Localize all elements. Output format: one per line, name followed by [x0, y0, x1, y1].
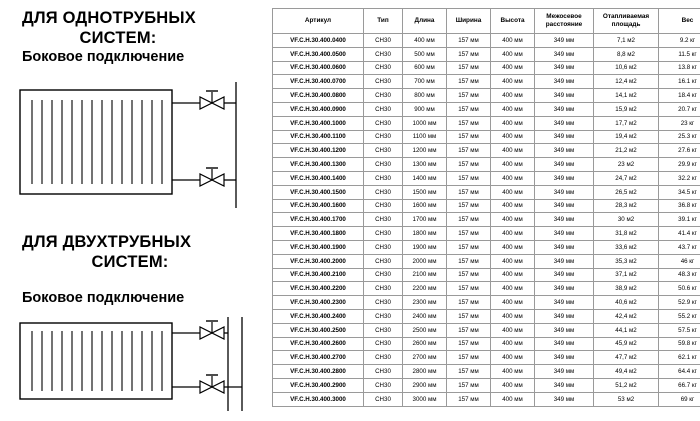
cell-type: CH30 [364, 365, 403, 379]
cell-article: VF.C.H.30.400.2500 [273, 323, 364, 337]
cell-heated-area: 19,4 м2 [594, 130, 659, 144]
cell-height: 400 мм [491, 365, 535, 379]
table-row [273, 34, 700, 48]
cell-heated-area: 21,2 м2 [594, 144, 659, 158]
cell-length: 1000 мм [403, 116, 447, 130]
cell-weight: 66.7 кг [659, 378, 700, 392]
cell-width: 157 мм [447, 130, 491, 144]
cell-height: 400 мм [491, 102, 535, 116]
table-row [273, 323, 700, 337]
cell-type: CH30 [364, 47, 403, 61]
cell-heated-area: 45,9 м2 [594, 337, 659, 351]
cell-type: CH30 [364, 75, 403, 89]
cell-axis-distance: 349 мм [535, 199, 594, 213]
column-header-length: Длина [403, 9, 447, 34]
cell-width: 157 мм [447, 144, 491, 158]
cell-length: 1600 мм [403, 199, 447, 213]
cell-length: 900 мм [403, 102, 447, 116]
table-header-row [273, 9, 700, 34]
cell-length: 3000 мм [403, 392, 447, 406]
radiator-diagram-single-pipe [14, 78, 254, 218]
cell-weight: 41.4 кг [659, 227, 700, 241]
cell-height: 400 мм [491, 34, 535, 48]
cell-weight: 27.6 кг [659, 144, 700, 158]
cell-axis-distance: 349 мм [535, 171, 594, 185]
cell-heated-area: 37,1 м2 [594, 268, 659, 282]
cell-length: 2800 мм [403, 365, 447, 379]
cell-type: CH30 [364, 268, 403, 282]
cell-width: 157 мм [447, 309, 491, 323]
heading-double-pipe-line1: ДЛЯ ДВУХТРУБНЫХ [22, 233, 192, 251]
cell-length: 2900 мм [403, 378, 447, 392]
cell-weight: 48.3 кг [659, 268, 700, 282]
cell-heated-area: 31,8 м2 [594, 227, 659, 241]
cell-weight: 11.5 кг [659, 47, 700, 61]
column-header-width: Ширина [447, 9, 491, 34]
cell-axis-distance: 349 мм [535, 89, 594, 103]
cell-heated-area: 7,1 м2 [594, 34, 659, 48]
cell-weight: 46 кг [659, 254, 700, 268]
cell-length: 1800 мм [403, 227, 447, 241]
cell-weight: 64.4 кг [659, 365, 700, 379]
table-row [273, 227, 700, 241]
cell-heated-area: 26,5 м2 [594, 185, 659, 199]
cell-type: CH30 [364, 392, 403, 406]
cell-height: 400 мм [491, 296, 535, 310]
cell-axis-distance: 349 мм [535, 323, 594, 337]
cell-article: VF.C.H.30.400.0800 [273, 89, 364, 103]
cell-article: VF.C.H.30.400.1900 [273, 240, 364, 254]
table-row [273, 254, 700, 268]
cell-width: 157 мм [447, 351, 491, 365]
cell-height: 400 мм [491, 158, 535, 172]
subheading-side-connection-1: Боковое подключение [22, 49, 185, 65]
cell-weight: 25.3 кг [659, 130, 700, 144]
cell-type: CH30 [364, 130, 403, 144]
cell-axis-distance: 349 мм [535, 268, 594, 282]
cell-type: CH30 [364, 240, 403, 254]
cell-height: 400 мм [491, 254, 535, 268]
cell-type: CH30 [364, 199, 403, 213]
cell-article: VF.C.H.30.400.1300 [273, 158, 364, 172]
cell-type: CH30 [364, 351, 403, 365]
cell-heated-area: 12,4 м2 [594, 75, 659, 89]
cell-height: 400 мм [491, 47, 535, 61]
cell-weight: 57.5 кг [659, 323, 700, 337]
cell-height: 400 мм [491, 392, 535, 406]
column-header-weight: Вес [659, 9, 700, 34]
cell-length: 400 мм [403, 34, 447, 48]
cell-length: 2100 мм [403, 268, 447, 282]
cell-weight: 69 кг [659, 392, 700, 406]
table-row [273, 199, 700, 213]
subheading-side-connection-2: Боковое подключение [22, 290, 185, 306]
cell-type: CH30 [364, 309, 403, 323]
cell-article: VF.C.H.30.400.2300 [273, 296, 364, 310]
cell-axis-distance: 349 мм [535, 116, 594, 130]
cell-weight: 20.7 кг [659, 102, 700, 116]
cell-width: 157 мм [447, 254, 491, 268]
cell-type: CH30 [364, 144, 403, 158]
table-row [273, 268, 700, 282]
cell-height: 400 мм [491, 351, 535, 365]
cell-height: 400 мм [491, 323, 535, 337]
cell-heated-area: 24,7 м2 [594, 171, 659, 185]
cell-heated-area: 49,4 м2 [594, 365, 659, 379]
cell-axis-distance: 349 мм [535, 102, 594, 116]
cell-axis-distance: 349 мм [535, 144, 594, 158]
table-row [273, 89, 700, 103]
cell-heated-area: 35,3 м2 [594, 254, 659, 268]
cell-article: VF.C.H.30.400.1800 [273, 227, 364, 241]
cell-height: 400 мм [491, 282, 535, 296]
cell-article: VF.C.H.30.400.0400 [273, 34, 364, 48]
cell-height: 400 мм [491, 268, 535, 282]
cell-height: 400 мм [491, 75, 535, 89]
cell-weight: 13.8 кг [659, 61, 700, 75]
cell-height: 400 мм [491, 213, 535, 227]
cell-length: 2400 мм [403, 309, 447, 323]
cell-weight: 16.1 кг [659, 75, 700, 89]
cell-length: 2200 мм [403, 282, 447, 296]
left-column [0, 0, 268, 421]
cell-width: 157 мм [447, 282, 491, 296]
cell-length: 2700 мм [403, 351, 447, 365]
cell-width: 157 мм [447, 158, 491, 172]
cell-heated-area: 53 м2 [594, 392, 659, 406]
cell-length: 600 мм [403, 61, 447, 75]
table-row [273, 337, 700, 351]
cell-article: VF.C.H.30.400.1700 [273, 213, 364, 227]
cell-height: 400 мм [491, 309, 535, 323]
heading-single-pipe-line1: ДЛЯ ОДНОТРУБНЫХ [22, 9, 196, 27]
cell-heated-area: 10,6 м2 [594, 61, 659, 75]
cell-weight: 52.9 кг [659, 296, 700, 310]
cell-axis-distance: 349 мм [535, 213, 594, 227]
cell-width: 157 мм [447, 392, 491, 406]
cell-heated-area: 17,7 м2 [594, 116, 659, 130]
cell-width: 157 мм [447, 89, 491, 103]
cell-heated-area: 8,8 м2 [594, 47, 659, 61]
cell-article: VF.C.H.30.400.1500 [273, 185, 364, 199]
cell-article: VF.C.H.30.400.1100 [273, 130, 364, 144]
table-row [273, 158, 700, 172]
cell-length: 1500 мм [403, 185, 447, 199]
cell-width: 157 мм [447, 213, 491, 227]
cell-width: 157 мм [447, 365, 491, 379]
column-header-heated-area: Отапливаемая площадь [594, 9, 659, 34]
cell-type: CH30 [364, 213, 403, 227]
cell-width: 157 мм [447, 116, 491, 130]
cell-weight: 59.8 кг [659, 337, 700, 351]
cell-width: 157 мм [447, 34, 491, 48]
cell-length: 2300 мм [403, 296, 447, 310]
table-row [273, 392, 700, 406]
cell-length: 1700 мм [403, 213, 447, 227]
cell-weight: 39.1 кг [659, 213, 700, 227]
cell-weight: 43.7 кг [659, 240, 700, 254]
table-header [273, 9, 700, 34]
cell-axis-distance: 349 мм [535, 75, 594, 89]
cell-type: CH30 [364, 171, 403, 185]
cell-type: CH30 [364, 158, 403, 172]
cell-weight: 50.6 кг [659, 282, 700, 296]
cell-length: 1300 мм [403, 158, 447, 172]
cell-length: 2000 мм [403, 254, 447, 268]
cell-article: VF.C.H.30.400.0500 [273, 47, 364, 61]
table-body [273, 34, 700, 407]
cell-height: 400 мм [491, 337, 535, 351]
cell-axis-distance: 349 мм [535, 254, 594, 268]
cell-article: VF.C.H.30.400.1000 [273, 116, 364, 130]
cell-weight: 32.2 кг [659, 171, 700, 185]
table-row [273, 130, 700, 144]
heading-single-pipe-line2: СИСТЕМ: [79, 29, 157, 47]
table-row [273, 75, 700, 89]
table-row [273, 351, 700, 365]
heading-double-pipe [22, 232, 258, 272]
cell-width: 157 мм [447, 61, 491, 75]
cell-weight: 18.4 кг [659, 89, 700, 103]
table-row [273, 102, 700, 116]
cell-axis-distance: 349 мм [535, 351, 594, 365]
cell-type: CH30 [364, 337, 403, 351]
cell-article: VF.C.H.30.400.1400 [273, 171, 364, 185]
cell-length: 1900 мм [403, 240, 447, 254]
cell-article: VF.C.H.30.400.3000 [273, 392, 364, 406]
cell-width: 157 мм [447, 323, 491, 337]
table-row [273, 213, 700, 227]
specification-table-wrapper [272, 8, 697, 407]
table-row [273, 240, 700, 254]
cell-axis-distance: 349 мм [535, 296, 594, 310]
cell-height: 400 мм [491, 171, 535, 185]
cell-width: 157 мм [447, 268, 491, 282]
cell-article: VF.C.H.30.400.2900 [273, 378, 364, 392]
cell-type: CH30 [364, 61, 403, 75]
cell-heated-area: 30 м2 [594, 213, 659, 227]
table-row [273, 378, 700, 392]
cell-article: VF.C.H.30.400.2100 [273, 268, 364, 282]
cell-heated-area: 51,2 м2 [594, 378, 659, 392]
cell-width: 157 мм [447, 47, 491, 61]
cell-axis-distance: 349 мм [535, 158, 594, 172]
cell-width: 157 мм [447, 199, 491, 213]
cell-axis-distance: 349 мм [535, 130, 594, 144]
cell-heated-area: 44,1 м2 [594, 323, 659, 337]
cell-height: 400 мм [491, 61, 535, 75]
cell-height: 400 мм [491, 199, 535, 213]
cell-weight: 34.5 кг [659, 185, 700, 199]
cell-width: 157 мм [447, 185, 491, 199]
cell-heated-area: 28,3 м2 [594, 199, 659, 213]
table-row [273, 47, 700, 61]
cell-weight: 23 кг [659, 116, 700, 130]
cell-axis-distance: 349 мм [535, 365, 594, 379]
cell-axis-distance: 349 мм [535, 309, 594, 323]
cell-article: VF.C.H.30.400.2600 [273, 337, 364, 351]
cell-axis-distance: 349 мм [535, 61, 594, 75]
cell-width: 157 мм [447, 227, 491, 241]
cell-height: 400 мм [491, 227, 535, 241]
cell-weight: 36.8 кг [659, 199, 700, 213]
cell-article: VF.C.H.30.400.2700 [273, 351, 364, 365]
cell-length: 1400 мм [403, 171, 447, 185]
cell-height: 400 мм [491, 130, 535, 144]
cell-axis-distance: 349 мм [535, 47, 594, 61]
cell-axis-distance: 349 мм [535, 378, 594, 392]
cell-height: 400 мм [491, 144, 535, 158]
table-row [273, 61, 700, 75]
cell-article: VF.C.H.30.400.1600 [273, 199, 364, 213]
cell-axis-distance: 349 мм [535, 185, 594, 199]
cell-article: VF.C.H.30.400.0700 [273, 75, 364, 89]
heading-double-pipe-line2: СИСТЕМ: [91, 253, 169, 271]
cell-length: 800 мм [403, 89, 447, 103]
cell-heated-area: 15,9 м2 [594, 102, 659, 116]
cell-height: 400 мм [491, 240, 535, 254]
cell-article: VF.C.H.30.400.2800 [273, 365, 364, 379]
column-header-type: Тип [364, 9, 403, 34]
cell-width: 157 мм [447, 378, 491, 392]
cell-heated-area: 38,9 м2 [594, 282, 659, 296]
cell-type: CH30 [364, 185, 403, 199]
column-header-axis-distance: Межосевое расстояние [535, 9, 594, 34]
cell-axis-distance: 349 мм [535, 34, 594, 48]
table-row [273, 365, 700, 379]
cell-heated-area: 47,7 м2 [594, 351, 659, 365]
cell-type: CH30 [364, 282, 403, 296]
cell-axis-distance: 349 мм [535, 240, 594, 254]
cell-height: 400 мм [491, 89, 535, 103]
cell-type: CH30 [364, 296, 403, 310]
table-row [273, 309, 700, 323]
cell-type: CH30 [364, 34, 403, 48]
cell-length: 1100 мм [403, 130, 447, 144]
cell-weight: 29.9 кг [659, 158, 700, 172]
cell-height: 400 мм [491, 116, 535, 130]
cell-weight: 62.1 кг [659, 351, 700, 365]
cell-width: 157 мм [447, 240, 491, 254]
cell-type: CH30 [364, 378, 403, 392]
table-row [273, 185, 700, 199]
cell-article: VF.C.H.30.400.0900 [273, 102, 364, 116]
cell-type: CH30 [364, 102, 403, 116]
radiator-diagram-double-pipe [14, 315, 254, 420]
column-header-article: Артикул [273, 9, 364, 34]
cell-length: 700 мм [403, 75, 447, 89]
cell-width: 157 мм [447, 75, 491, 89]
cell-article: VF.C.H.30.400.2200 [273, 282, 364, 296]
table-row [273, 144, 700, 158]
cell-heated-area: 23 м2 [594, 158, 659, 172]
cell-axis-distance: 349 мм [535, 282, 594, 296]
cell-length: 2600 мм [403, 337, 447, 351]
cell-weight: 9.2 кг [659, 34, 700, 48]
cell-type: CH30 [364, 323, 403, 337]
table-row [273, 171, 700, 185]
cell-article: VF.C.H.30.400.2000 [273, 254, 364, 268]
column-header-height: Высота [491, 9, 535, 34]
cell-article: VF.C.H.30.400.1200 [273, 144, 364, 158]
cell-heated-area: 14,1 м2 [594, 89, 659, 103]
cell-axis-distance: 349 мм [535, 337, 594, 351]
cell-length: 1200 мм [403, 144, 447, 158]
cell-width: 157 мм [447, 171, 491, 185]
cell-height: 400 мм [491, 378, 535, 392]
table-row [273, 296, 700, 310]
table-row [273, 116, 700, 130]
cell-length: 2500 мм [403, 323, 447, 337]
cell-article: VF.C.H.30.400.2400 [273, 309, 364, 323]
heading-single-pipe [22, 8, 258, 48]
cell-width: 157 мм [447, 337, 491, 351]
table-row [273, 282, 700, 296]
cell-type: CH30 [364, 227, 403, 241]
cell-article: VF.C.H.30.400.0600 [273, 61, 364, 75]
cell-length: 500 мм [403, 47, 447, 61]
specification-table [272, 8, 700, 407]
cell-type: CH30 [364, 116, 403, 130]
cell-weight: 55.2 кг [659, 309, 700, 323]
cell-heated-area: 33,6 м2 [594, 240, 659, 254]
cell-axis-distance: 349 мм [535, 227, 594, 241]
cell-width: 157 мм [447, 102, 491, 116]
cell-axis-distance: 349 мм [535, 392, 594, 406]
cell-heated-area: 42,4 м2 [594, 309, 659, 323]
cell-type: CH30 [364, 254, 403, 268]
cell-width: 157 мм [447, 296, 491, 310]
cell-type: CH30 [364, 89, 403, 103]
cell-height: 400 мм [491, 185, 535, 199]
cell-heated-area: 40,6 м2 [594, 296, 659, 310]
